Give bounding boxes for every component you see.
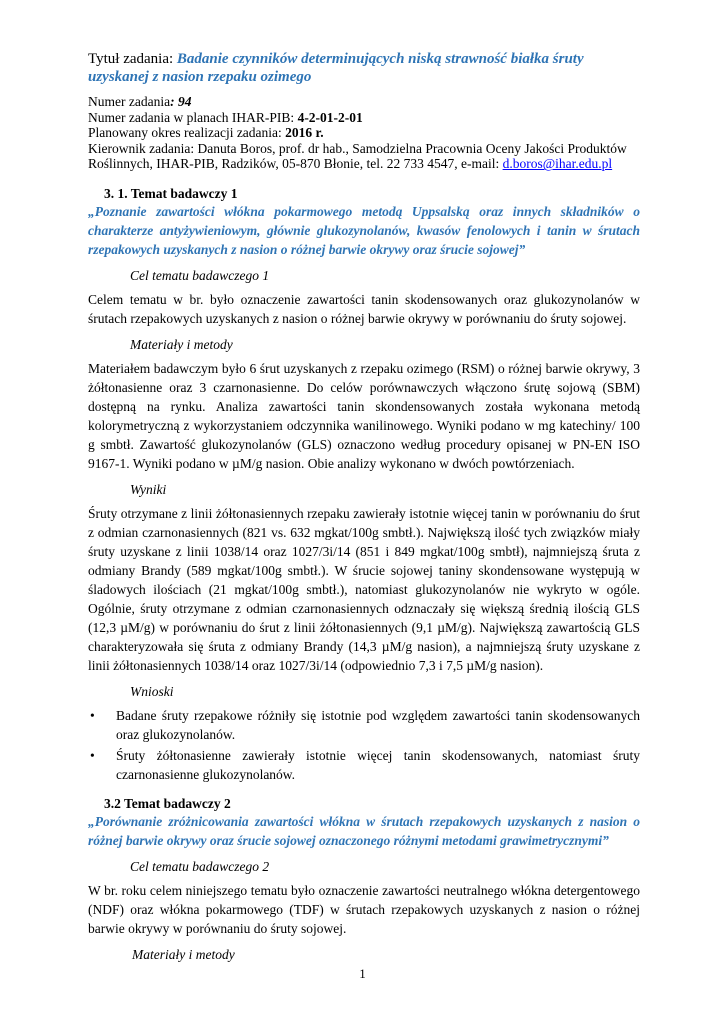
task-title (88, 50, 640, 86)
task-period: Planowany okres realizacji zadania: 2016 r. (88, 125, 324, 141)
task-number: Numer zadania: 94 (88, 94, 192, 109)
list-item: • Śruty żółtonasienne zawierały istotnie więcej tanin skodensowanych, natomiast śruty czarnonasienne glukozynolanów. (90, 747, 640, 782)
task-plan-number: Numer zadania w planach IHAR-PIB: 4-2-01-2-01 (88, 109, 363, 125)
bullet-icon: • (90, 747, 95, 763)
email-link[interactable]: d.boros@ihar.edu.pl (502, 156, 613, 172)
topic2-heading: 3.2 Temat badawczy 2 (104, 795, 231, 811)
task-title-label: Tytuł zadania: (88, 51, 177, 67)
topic1-results-text: Śruty otrzymane z linii żółtonasiennych rzepaku zawierały istotnie więcej tanin w porównaniu do śrut z odmian czarnonasiennych (821 vs. 632 mgkat/100g smbtł.). Największą ilość tych związków miały śruty uzyskane z linii 1038/14 oraz 1027/3i/14 (851 i 849 mgkat/100g smbtł), najmniejszą śruta z odmiany Brandy (589 mgkat/100g smbtł.). W śrucie sojowej taniny skondensowane występują w śladowych ilościach (21 mgkat/100g smbtł.), natomiast glukozynolanów nie wykryto w ogóle. Ogólnie, śruty otrzymane z odmian czarnonasiennych odznaczały się większą średnią ilością GLS (12,3 µM/g) w porównaniu do śrut z linii żółtonasiennych (9,1 µM/g). Największą zawartością GLS charakteryzowała się śruta z odmiany Brandy (14,3 µM/g nasion), a najmniejszą śruty uzyskane z linii żółtonasiennych 1038/14 oraz 1027/3i/14 (odpowiednio 7,3 i 7,5 µM/g nasion). (88, 505, 640, 673)
topic1-goal-heading: Cel tematu badawczego 1 (130, 267, 270, 283)
topic2-methods-heading: Materiały i metody (132, 946, 235, 962)
bullet-icon: • (90, 707, 95, 723)
task-title-text: Badanie czynników determinujących niską strawność białka śruty uzyskanej z nasion rzepaku ozimego (88, 51, 584, 85)
task-manager: Kierownik zadania: Danuta Boros, prof. dr hab., Samodzielna Pracownia Oceny Jakości Produktów Roślinnych, IHAR-PIB, Radzików, 05-870 Błonie, tel. 22 733 4547, e-mail: d.boros@ihar.edu.pl (88, 140, 627, 172)
document-page (88, 50, 640, 969)
task-meta (88, 94, 640, 172)
topic1-conclusions-heading: Wnioski (130, 683, 174, 699)
topic1-methods-text: Materiałem badawczym było 6 śrut uzyskanych z rzepaku ozimego (RSM) o różnej barwie okrywy, 3 żółtonasienne oraz 3 czarnonasienne. Do celów porównawczych włączono śrutę sojową (SBM) dostępną na rynku. Analiza zawartości tanin skondensowanych została wykonana metodą kolorymetryczną z wykorzystaniem odczynnika wanilinowego. Wyniki podano w mg katechiny/ 100 g smbtł. Zawartość glukozynolanów (GLS) oznaczono według procedury opisanej w PN-EN ISO 9167-1. Wyniki podano w µM/g nasion. Obie analizy wykonano w dwóch powtórzeniach. (88, 360, 640, 471)
topic1-goal-text: Celem tematu w br. było oznaczenie zawartości tanin skodensowanych oraz glukozynolanów w śrutach rzepakowych uzyskanych z nasion o różnej barwie okrywy w porównaniu do śruty sojowej. (88, 291, 640, 326)
topic1-methods-heading: Materiały i metody (130, 336, 233, 352)
page-number: 1 (359, 966, 366, 981)
list-item: • Badane śruty rzepakowe różniły się istotnie pod względem zawartości tanin skodensowanych oraz glukozynolanów. (90, 707, 640, 742)
topic1-results-heading: Wyniki (130, 481, 167, 497)
conclusions-list (88, 706, 640, 784)
topic2-goal-heading: Cel tematu badawczego 2 (130, 858, 270, 874)
topic2-title: „Porównanie zróżnicowania zawartości włókna w śrutach rzepakowych uzyskanych z nasion o różnej barwie okrywy oraz śrucie sojowej oznaczonego różnymi metodami grawimetrycznymi” (88, 813, 640, 848)
topic2-goal-text: W br. roku celem niniejszego tematu było oznaczenie zawartości neutralnego włókna detergentowego (NDF) oraz włókna pokarmowego (TDF) w śrutach rzepakowych uzyskanych z nasion o różnej barwie okrywy w porównaniu do śruty sojowej. (88, 882, 640, 936)
topic1-heading: 3. 1. Temat badawczy 1 (104, 185, 238, 201)
topic1-title: „Poznanie zawartości włókna pokarmowego metodą Uppsalską oraz innych składników o charakterze antyżywieniowym, głównie glukozynolanów, kwasów fenolowych i tanin w śrutach rzepakowych uzyskanych z nasion o różnej barwie okrywy oraz śrucie sojowej” (88, 203, 640, 257)
